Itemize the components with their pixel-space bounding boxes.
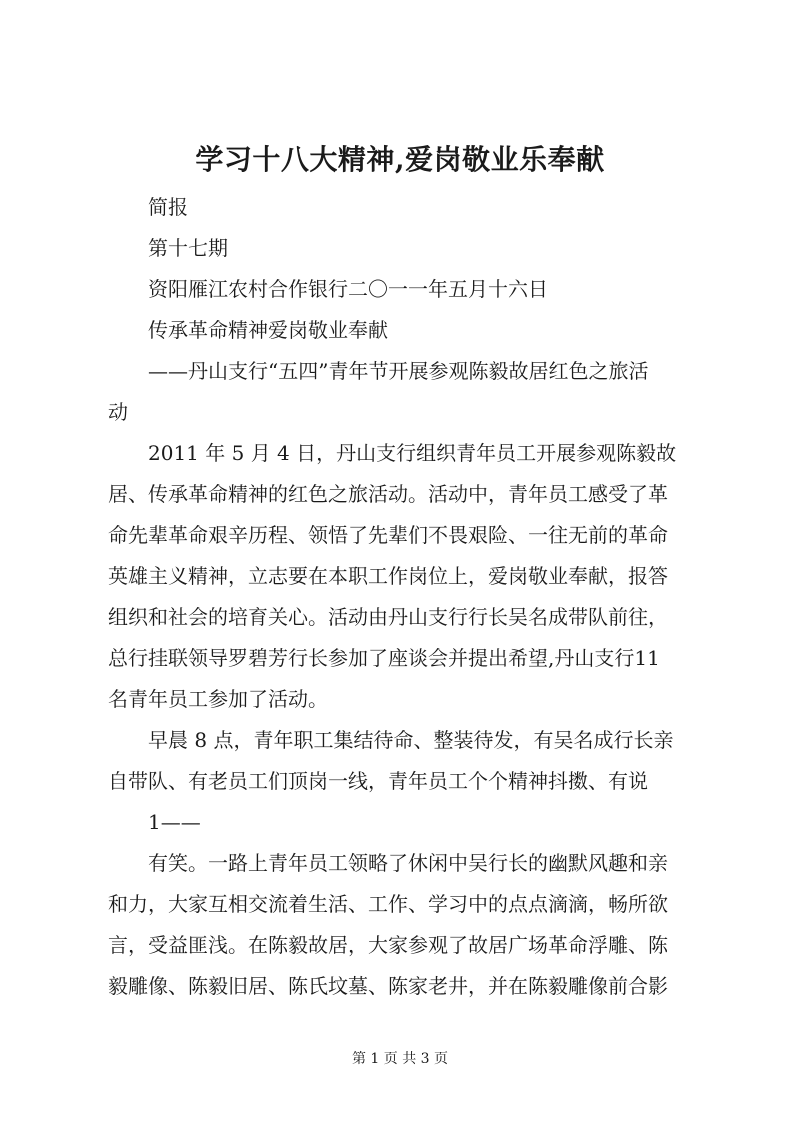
paragraph-3-line-2: 和力，大家互相交流着生活、工作、学习中的点点滴滴，畅所欲	[108, 892, 668, 916]
paragraph-1-line-7: 名青年员工参加了活动。	[108, 687, 328, 711]
paragraph-1-line-5: 组织和社会的培育关心。活动由丹山支行行长吴名成带队前往，	[108, 605, 668, 629]
paragraph-3-line-3: 言，受益匪浅。在陈毅故居，大家参观了故居广场革命浮雕、陈	[108, 933, 668, 957]
paragraph-1-line-2: 居、传承革命精神的红色之旅活动。活动中，青年员工感受了革	[108, 482, 668, 506]
text-line-headline: 传承革命精神爱岗敬业奉献	[148, 318, 388, 342]
paragraph-1-line-3: 命先辈革命艰辛历程、领悟了先辈们不畏艰险、一往无前的革命	[108, 523, 668, 547]
text-line-subtitle-cont: 动	[108, 400, 128, 424]
paragraph-3-line-4: 毅雕像、陈毅旧居、陈氏坟墓、陈家老井，并在陈毅雕像前合影	[108, 974, 668, 998]
paragraph-1-line-1: 2011 年 5 月 4 日，丹山支行组织青年员工开展参观陈毅故	[148, 441, 677, 465]
paragraph-1-line-6: 总行挂联领导罗碧芳行长参加了座谈会并提出希望,丹山支行11	[108, 646, 660, 670]
text-line-subtitle: ——丹山支行“五四”青年节开展参观陈毅故居红色之旅活	[148, 359, 649, 383]
text-line-issue: 第十七期	[148, 236, 228, 260]
paragraph-2-line-1: 早晨 8 点，青年职工集结待命、整装待发，有吴名成行长亲	[148, 728, 674, 752]
page-footer: 第 1 页 共 3 页	[351, 1051, 449, 1067]
paragraph-1-line-4: 英雄主义精神，立志要在本职工作岗位上，爱岗敬业奉献，报答	[108, 564, 668, 588]
text-line-briefing: 简报	[148, 195, 188, 219]
paragraph-2-line-2: 自带队、有老员工们顶岗一线，青年员工个个精神抖擞、有说	[108, 769, 648, 793]
paragraph-3-line-1: 有笑。一路上青年员工领略了休闲中吴行长的幽默风趣和亲	[148, 851, 668, 875]
document-title: 学习十八大精神,爱岗敬业乐奉献	[195, 143, 605, 176]
page-break-marker: 1——	[148, 810, 201, 834]
text-line-bank-date: 资阳雁江农村合作银行二〇一一年五月十六日	[148, 277, 548, 301]
